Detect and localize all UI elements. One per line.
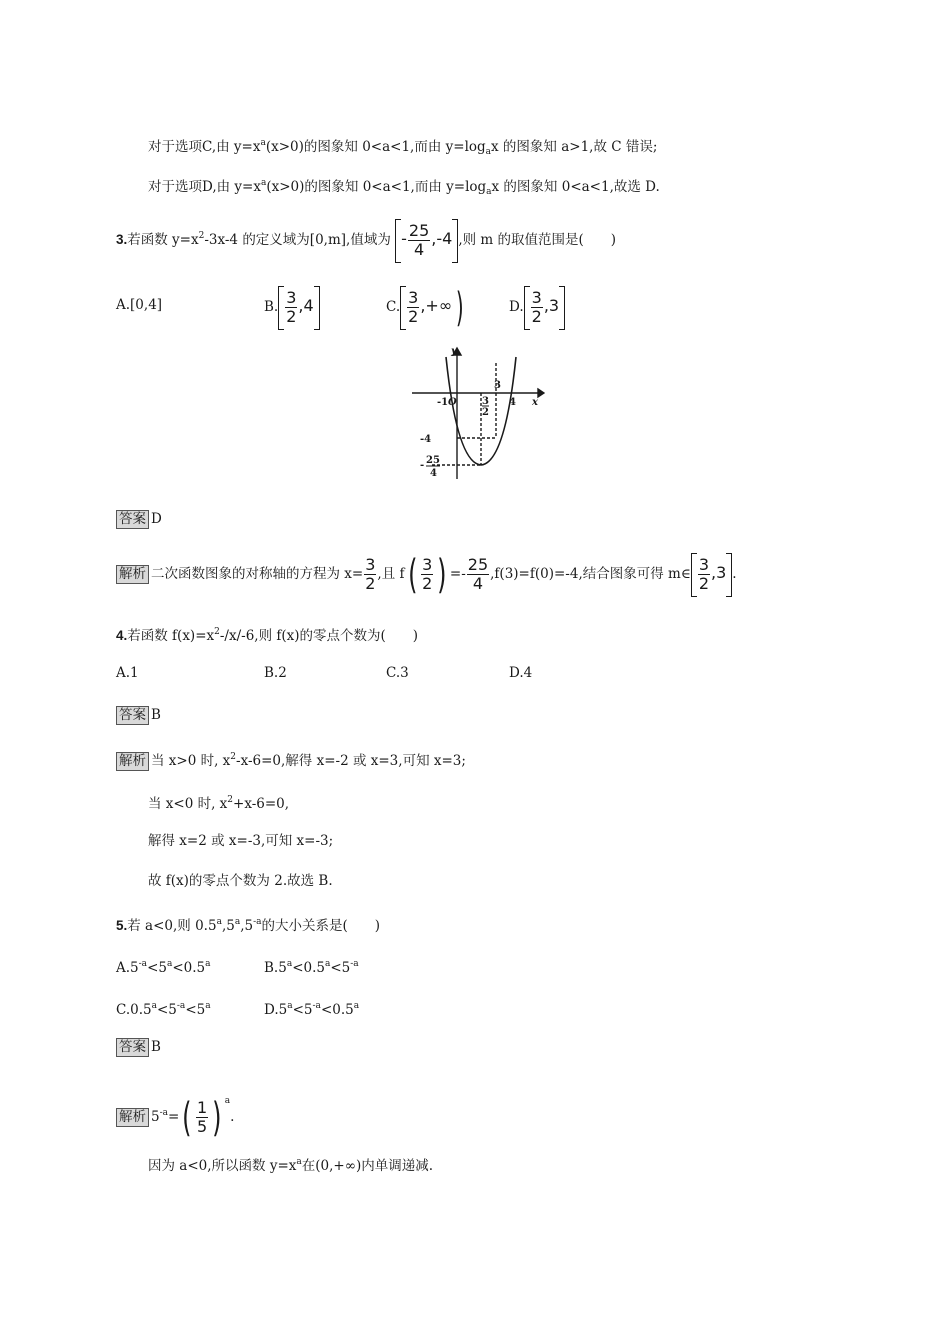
graph-tick-32-num: 3: [482, 396, 489, 407]
graph-tick-3: 3: [494, 380, 501, 391]
graph-tick-neg-sign: -: [420, 460, 425, 471]
graph-tick-neg4: -4: [420, 434, 432, 445]
q3-option-b[interactable]: B. $\frac{3}{2}$ ,4: [264, 284, 320, 330]
q4-answer: 答案 B: [116, 705, 161, 725]
analysis-tag: 解析: [116, 565, 149, 584]
graph-tick-32-den: 2: [482, 407, 489, 418]
q3-option-d[interactable]: D. $\frac{3}{2}$ ,3: [509, 284, 565, 330]
graph-y-label: y: [451, 346, 457, 357]
q4-option-c[interactable]: C.3: [386, 665, 409, 681]
q4-analysis-2: 当 x<0 时, $x^2+x-6=0$,: [148, 795, 290, 812]
analysis-tag: 解析: [116, 752, 149, 771]
question-4: 4.若函数 $f(x)=x^2-/x/-6$,则 f(x)的零点个数为( ): [116, 627, 419, 644]
q5-option-c[interactable]: $C.0.5^a<5^{-a}<5^a$: [116, 1001, 211, 1018]
q4-option-a[interactable]: A.1: [116, 665, 139, 681]
q4-analysis-4: 故 f(x)的零点个数为 2.故选 B.: [148, 873, 333, 889]
q3-answer: 答案 D: [116, 509, 162, 529]
q5-analysis-1: 解析 $5^{-a}=$( $\frac{1}{5}$ ) $^a$.: [116, 1076, 234, 1142]
question-5: 5.若 a<0,则 $0.5^a,5^a,5^{-a}$的大小关系是( ): [116, 917, 381, 934]
q4-option-d[interactable]: D.4: [509, 665, 533, 681]
q5-option-a[interactable]: $A.5^{-a}<5^a<0.5^a$: [116, 959, 211, 976]
q3-option-a[interactable]: A.[0,4]: [116, 297, 163, 313]
q4-option-b[interactable]: B.2: [264, 665, 287, 681]
parabola-graph: [410, 343, 545, 483]
graph-origin: O: [448, 397, 457, 408]
graph-tick-4: 4: [509, 397, 516, 408]
graph-tick-25-num: 25: [426, 455, 440, 466]
answer-tag: 答案: [116, 510, 149, 529]
q3-option-c[interactable]: C. $\frac{3}{2}$ ,+∞): [386, 284, 464, 331]
q4-analysis-1: 解析 当 x>0 时, $x^2-x-6=0$,解得 x=-2 或 x=3,可知 x=3;: [116, 747, 466, 771]
q3-analysis: 解析 二次函数图象的对称轴的方程为 x= $\frac{3}{2}$ ,且 f( $\frac{3}{2}$ ) =- $\frac{25}{4}$ ,f(3)=f(0)=-4,结合图象可得 m∈ $\frac{3}{2}$ ,3 .: [116, 548, 737, 599]
answer-tag: 答案: [116, 1038, 149, 1057]
question-3: 3.若函数 $y=x^2-3x-4$ 的定义域为[0,m],值域为 - $\frac{25}{4}$ ,-4 ,则 m 的取值范围是( ): [116, 212, 616, 264]
graph-tick-25-den: 4: [430, 468, 437, 479]
graph-tick-neg1: -1: [437, 397, 449, 408]
option-c-analysis: 对于选项C,由 $y=x^a(x>0)$的图象知 0<a<1,而由 $y=\log_ax$ 的图象知 a>1,故 C 错误;: [148, 138, 658, 157]
q5-answer: 答案 B: [116, 1037, 161, 1057]
q5-option-d[interactable]: $D.5^a<5^{-a}<0.5^a$: [264, 1001, 360, 1018]
analysis-tag: 解析: [116, 1108, 149, 1127]
graph-x-label: x: [532, 397, 538, 408]
answer-tag: 答案: [116, 706, 149, 725]
q5-option-b[interactable]: $B.5^a<0.5^a<5^{-a}$: [264, 959, 359, 976]
q4-analysis-3: 解得 x=2 或 x=-3,可知 x=-3;: [148, 833, 334, 849]
option-d-analysis: 对于选项D,由 $y=x^a(x>0)$的图象知 0<a<1,而由 $y=\log_ax$ 的图象知 0<a<1,故选 D.: [148, 178, 660, 197]
q5-analysis-2: 因为 a<0,所以函数 $y=x^a$在(0,+∞)内单调递减.: [148, 1157, 434, 1174]
